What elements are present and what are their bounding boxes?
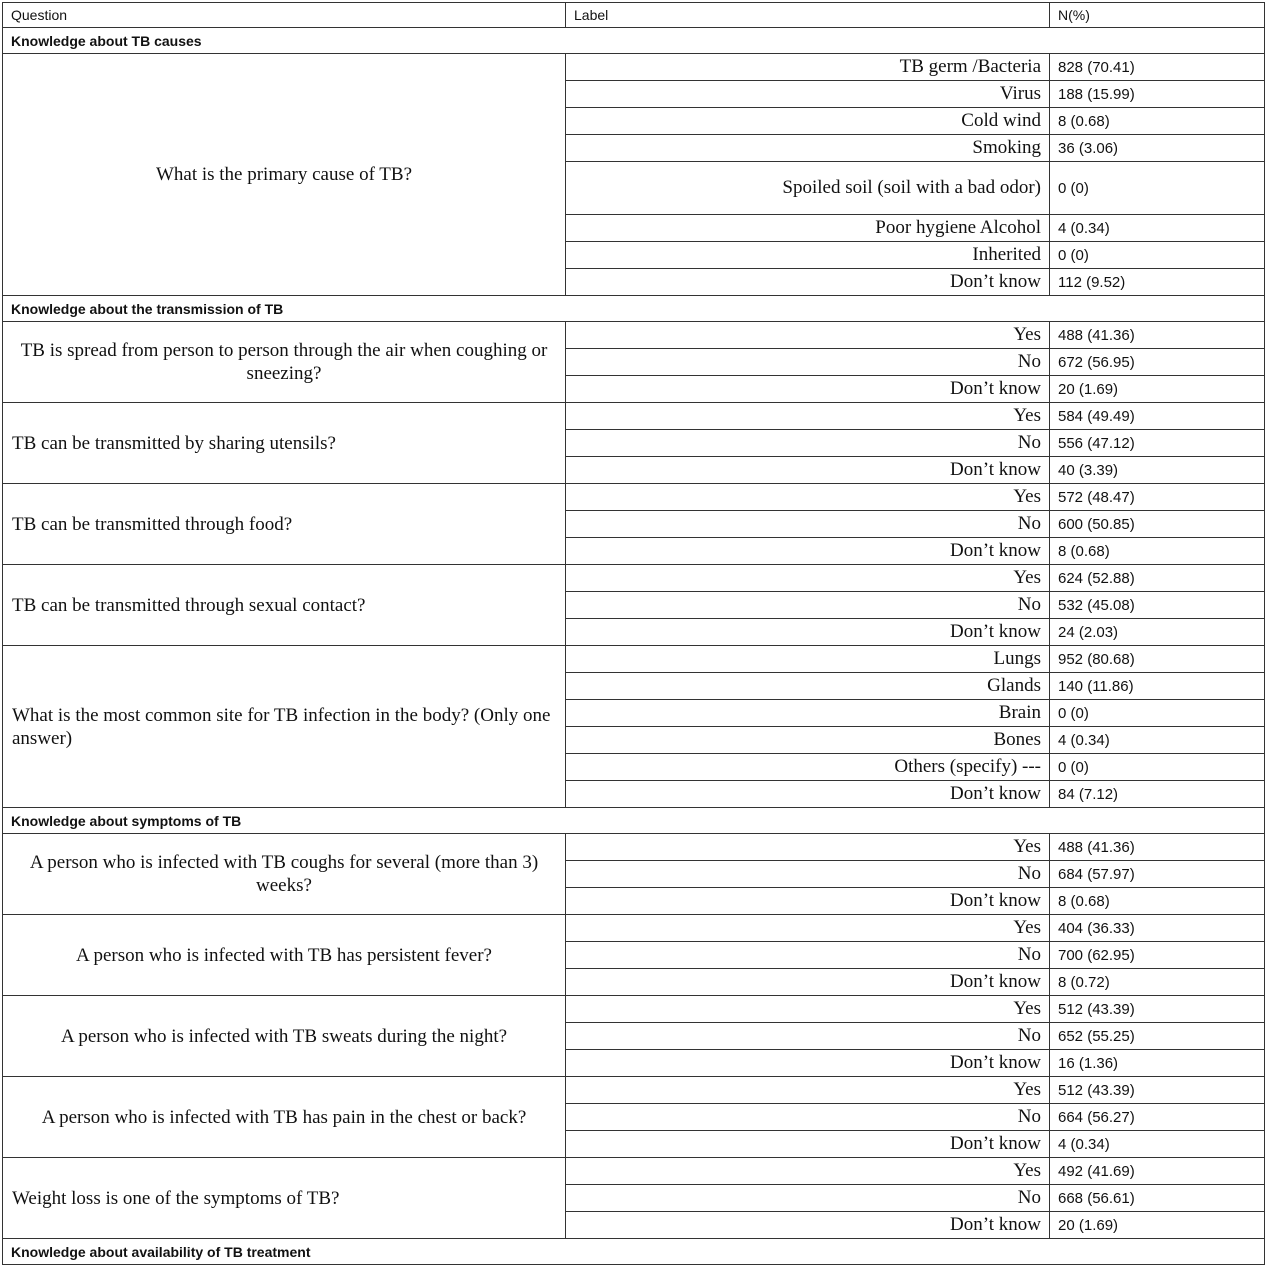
table-row <box>3 834 1265 861</box>
value-cell: 584 (49.49) <box>1050 403 1265 430</box>
label-cell: No <box>566 942 1050 969</box>
value-cell: 684 (57.97) <box>1050 861 1265 888</box>
section-row <box>3 808 1265 834</box>
label-cell: Spoiled soil (soil with a bad odor) <box>566 162 1050 215</box>
table-row <box>3 484 1265 511</box>
question-cell: A person who is infected with TB has pain in the chest or back? <box>3 1077 566 1158</box>
value-cell: 672 (56.95) <box>1050 349 1265 376</box>
value-cell: 0 (0) <box>1050 754 1265 781</box>
label-cell: Don’t know <box>566 457 1050 484</box>
value-cell: 140 (11.86) <box>1050 673 1265 700</box>
value-cell: 4 (0.34) <box>1050 215 1265 242</box>
question-cell: TB can be transmitted through food? <box>3 484 566 565</box>
value-cell: 84 (7.12) <box>1050 781 1265 808</box>
table-row <box>3 915 1265 942</box>
label-cell: Poor hygiene Alcohol <box>566 215 1050 242</box>
label-cell: Don’t know <box>566 969 1050 996</box>
label-cell: No <box>566 1185 1050 1212</box>
question-cell: TB can be transmitted by sharing utensils? <box>3 403 566 484</box>
label-cell: Yes <box>566 834 1050 861</box>
value-cell: 112 (9.52) <box>1050 269 1265 296</box>
value-cell: 572 (48.47) <box>1050 484 1265 511</box>
question-cell: Weight loss is one of the symptoms of TB? <box>3 1158 566 1239</box>
label-cell: Yes <box>566 1077 1050 1104</box>
label-cell: Others (specify) --- <box>566 754 1050 781</box>
table-row <box>3 54 1265 81</box>
label-cell: No <box>566 861 1050 888</box>
label-cell: Bones <box>566 727 1050 754</box>
value-cell: 668 (56.61) <box>1050 1185 1265 1212</box>
value-cell: 492 (41.69) <box>1050 1158 1265 1185</box>
value-cell: 700 (62.95) <box>1050 942 1265 969</box>
question-cell: TB is spread from person to person through the air when coughing or sneezing? <box>3 322 566 403</box>
value-cell: 0 (0) <box>1050 700 1265 727</box>
question-cell: A person who is infected with TB sweats during the night? <box>3 996 566 1077</box>
label-cell: Don’t know <box>566 1212 1050 1239</box>
label-cell: No <box>566 1023 1050 1050</box>
table-row <box>3 565 1265 592</box>
header-question: Question <box>3 3 566 28</box>
table-row <box>3 403 1265 430</box>
value-cell: 188 (15.99) <box>1050 81 1265 108</box>
label-cell: Don’t know <box>566 269 1050 296</box>
label-cell: No <box>566 430 1050 457</box>
value-cell: 488 (41.36) <box>1050 834 1265 861</box>
label-cell: Smoking <box>566 135 1050 162</box>
label-cell: Glands <box>566 673 1050 700</box>
label-cell: No <box>566 511 1050 538</box>
value-cell: 652 (55.25) <box>1050 1023 1265 1050</box>
value-cell: 8 (0.68) <box>1050 888 1265 915</box>
label-cell: Don’t know <box>566 619 1050 646</box>
label-cell: No <box>566 592 1050 619</box>
value-cell: 8 (0.72) <box>1050 969 1265 996</box>
value-cell: 20 (1.69) <box>1050 1212 1265 1239</box>
table-header-row <box>3 3 1265 28</box>
question-cell: A person who is infected with TB has persistent fever? <box>3 915 566 996</box>
table-row <box>3 322 1265 349</box>
label-cell: Virus <box>566 81 1050 108</box>
label-cell: No <box>566 349 1050 376</box>
value-cell: 24 (2.03) <box>1050 619 1265 646</box>
section-title: Knowledge about the transmission of TB <box>3 296 1265 322</box>
table-row <box>3 996 1265 1023</box>
label-cell: Yes <box>566 996 1050 1023</box>
label-cell: Yes <box>566 484 1050 511</box>
label-cell: Cold wind <box>566 108 1050 135</box>
question-cell: What is the primary cause of TB? <box>3 54 566 296</box>
label-cell: Don’t know <box>566 888 1050 915</box>
label-cell: Inherited <box>566 242 1050 269</box>
header-label: Label <box>566 3 1050 28</box>
label-cell: Yes <box>566 565 1050 592</box>
section-row <box>3 1239 1265 1265</box>
label-cell: Don’t know <box>566 781 1050 808</box>
value-cell: 828 (70.41) <box>1050 54 1265 81</box>
section-title: Knowledge about symptoms of TB <box>3 808 1265 834</box>
table-row <box>3 1077 1265 1104</box>
table-row <box>3 1158 1265 1185</box>
value-cell: 512 (43.39) <box>1050 996 1265 1023</box>
section-row <box>3 28 1265 54</box>
label-cell: Yes <box>566 915 1050 942</box>
value-cell: 488 (41.36) <box>1050 322 1265 349</box>
value-cell: 0 (0) <box>1050 162 1265 215</box>
value-cell: 532 (45.08) <box>1050 592 1265 619</box>
label-cell: Yes <box>566 1158 1050 1185</box>
label-cell: Yes <box>566 322 1050 349</box>
label-cell: Brain <box>566 700 1050 727</box>
value-cell: 8 (0.68) <box>1050 108 1265 135</box>
table-body <box>3 28 1265 1265</box>
question-cell: TB can be transmitted through sexual contact? <box>3 565 566 646</box>
value-cell: 36 (3.06) <box>1050 135 1265 162</box>
label-cell: Don’t know <box>566 376 1050 403</box>
value-cell: 16 (1.36) <box>1050 1050 1265 1077</box>
value-cell: 4 (0.34) <box>1050 727 1265 754</box>
label-cell: Lungs <box>566 646 1050 673</box>
label-cell: No <box>566 1104 1050 1131</box>
value-cell: 404 (36.33) <box>1050 915 1265 942</box>
section-title: Knowledge about TB causes <box>3 28 1265 54</box>
tb-knowledge-table <box>2 2 1265 1265</box>
label-cell: Don’t know <box>566 1131 1050 1158</box>
value-cell: 556 (47.12) <box>1050 430 1265 457</box>
value-cell: 20 (1.69) <box>1050 376 1265 403</box>
label-cell: TB germ /Bacteria <box>566 54 1050 81</box>
value-cell: 512 (43.39) <box>1050 1077 1265 1104</box>
value-cell: 664 (56.27) <box>1050 1104 1265 1131</box>
label-cell: Don’t know <box>566 538 1050 565</box>
question-cell: What is the most common site for TB infection in the body? (Only one answer) <box>3 646 566 808</box>
question-cell: A person who is infected with TB coughs for several (more than 3) weeks? <box>3 834 566 915</box>
value-cell: 0 (0) <box>1050 242 1265 269</box>
label-cell: Yes <box>566 403 1050 430</box>
label-cell: Don’t know <box>566 1050 1050 1077</box>
header-n-percent: N(%) <box>1050 3 1265 28</box>
value-cell: 952 (80.68) <box>1050 646 1265 673</box>
value-cell: 4 (0.34) <box>1050 1131 1265 1158</box>
value-cell: 8 (0.68) <box>1050 538 1265 565</box>
table-row <box>3 646 1265 673</box>
value-cell: 624 (52.88) <box>1050 565 1265 592</box>
value-cell: 600 (50.85) <box>1050 511 1265 538</box>
section-title: Knowledge about availability of TB treatment <box>3 1239 1265 1265</box>
section-row <box>3 296 1265 322</box>
value-cell: 40 (3.39) <box>1050 457 1265 484</box>
